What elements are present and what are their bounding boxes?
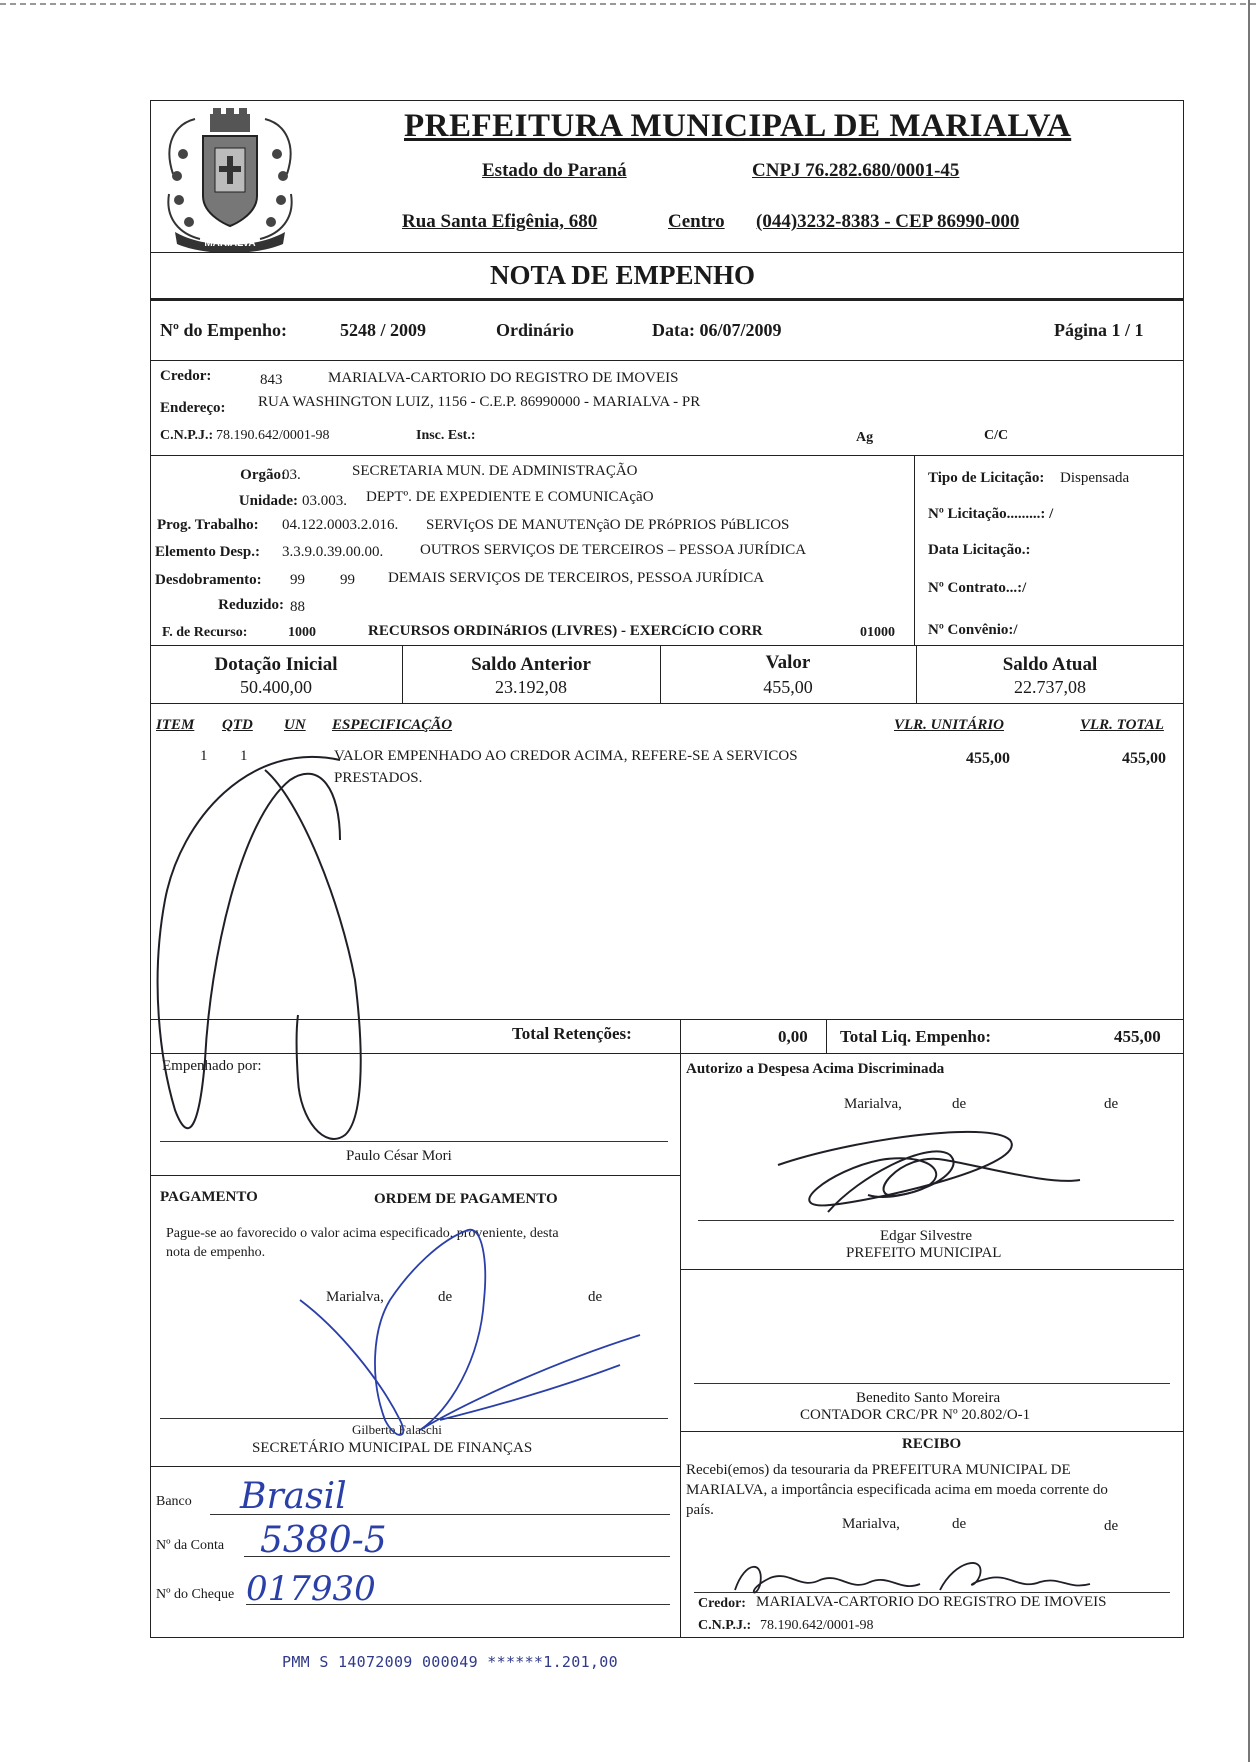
reduzido-label: Reduzido: (218, 597, 284, 613)
header-state: Estado do Paraná (482, 160, 627, 181)
processing-stamp: PMM S 14072009 000049 ******1.201,00 (282, 1653, 618, 1671)
pagamento-de1: de (438, 1289, 453, 1305)
item-number: 1 (200, 748, 208, 764)
crest-banner-text: MARIALVA (204, 238, 256, 249)
elemento-name: OUTROS SERVIÇOS DE TERCEIROS – PESSOA JURÍDICA (420, 542, 807, 558)
divider-totals (150, 1053, 1184, 1054)
municipal-crest (155, 104, 305, 256)
conta-label: Nº da Conta (156, 1538, 225, 1553)
pagamento-text-line2: nota de empenho. (166, 1245, 266, 1260)
totals-divider-2 (826, 1019, 827, 1053)
cheque-line (246, 1604, 670, 1605)
item-total-value: 455,00 (1122, 750, 1166, 767)
credor-insc-label: Insc. Est.: (416, 428, 476, 443)
dotacao-inicial-value: 50.400,00 (240, 677, 312, 697)
divider-title (150, 298, 1184, 301)
ordem-label: ORDEM DE PAGAMENTO (374, 1191, 558, 1207)
prog-label: Prog. Trabalho: (157, 517, 259, 533)
item-qtd: 1 (240, 748, 248, 764)
credor-code: 843 (260, 372, 283, 388)
pagamento-signature-line (160, 1418, 668, 1419)
autorizo-label: Autorizo a Despesa Acima Discriminada (686, 1061, 945, 1077)
header-district: Centro (668, 211, 725, 232)
empenho-type: Ordinário (496, 320, 575, 340)
item-unit-value: 455,00 (966, 750, 1010, 767)
recibo-text-line3: país. (686, 1502, 714, 1518)
divider-header (150, 252, 1184, 253)
divider-classificacao (150, 645, 1184, 646)
desdobramento-label: Desdobramento: (155, 572, 262, 588)
pagamento-city: Marialva, (326, 1289, 384, 1305)
dotacao-inicial-label: Dotação Inicial (214, 654, 338, 675)
recibo-text-line2: MARIALVA, a importância especificada acima em moeda corrente do (686, 1482, 1108, 1498)
autorizo-signature-line (698, 1220, 1174, 1221)
divider-licitacao-vertical (914, 455, 915, 645)
divider-lower-vertical (680, 1053, 681, 1638)
credor-label: Credor: (160, 368, 212, 384)
desdobramento-code2: 99 (340, 572, 355, 588)
header-title: PREFEITURA MUNICIPAL DE MARIALVA (404, 108, 1072, 144)
credor-cnpj: 78.190.642/0001-98 (216, 428, 330, 443)
recibo-text-line1: Recebi(emos) da tesouraria da PREFEITURA MUNICIPAL DE (686, 1462, 1071, 1478)
retencoes-label: Total Retenções: (512, 1024, 632, 1043)
recibo-cnpj-label: C.N.P.J.: (698, 1618, 752, 1633)
pagamento-signer: Gilberto Falaschi (352, 1422, 442, 1437)
banco-label: Banco (156, 1494, 192, 1509)
empenhado-label: Empenhado por: (162, 1058, 262, 1074)
valor-label: Valor (765, 652, 811, 673)
licitacao-tipo-value: Dispensada (1060, 470, 1130, 486)
document-title: NOTA DE EMPENHO (490, 260, 756, 290)
valor-value: 455,00 (763, 677, 813, 697)
header-address: Rua Santa Efigênia, 680 (402, 211, 598, 232)
banco-line (210, 1514, 670, 1515)
unidade-code: 03.003. (302, 493, 347, 509)
licitacao-numero: Nº Licitação.........: / (928, 506, 1054, 522)
saldo-atual-value: 22.737,08 (1014, 677, 1086, 697)
recurso-label: F. de Recurso: (162, 625, 248, 640)
contador-signer: Benedito Santo Moreira (856, 1390, 1001, 1406)
header-cnpj: CNPJ 76.282.680/0001-45 (752, 160, 960, 181)
col-header-qtd: QTD (222, 717, 253, 733)
autorizo-de1: de (952, 1096, 967, 1112)
orgao-label: Orgão: (240, 467, 286, 483)
autorizo-signer: Edgar Silvestre (880, 1228, 973, 1244)
recurso-code2: 01000 (860, 625, 895, 640)
reduzido-value: 88 (290, 599, 305, 615)
pagamento-role: SECRETÁRIO MUNICIPAL DE FINANÇAS (252, 1440, 533, 1456)
recibo-cnpj: 78.190.642/0001-98 (760, 1618, 874, 1633)
col-header-spec: ESPECIFICAÇÃO (332, 717, 453, 733)
recibo-signature-line (694, 1592, 1170, 1593)
conta-line (244, 1556, 670, 1557)
orgao-code: 03. (282, 467, 301, 483)
licitacao-convenio: Nº Convênio:/ (928, 622, 1018, 638)
header-phone-cep: (044)3232-8383 - CEP 86990-000 (756, 211, 1020, 232)
orgao-name: SECRETARIA MUN. DE ADMINISTRAÇÃO (352, 463, 638, 479)
divider-items (150, 1019, 1184, 1020)
cheque-handwritten-value: 017930 (246, 1569, 376, 1609)
desdobramento-code1: 99 (290, 572, 305, 588)
autorizo-de2: de (1104, 1096, 1119, 1112)
credor-cc-label: C/C (984, 428, 1009, 443)
recibo-de2: de (1104, 1518, 1119, 1534)
credor-address-label: Endereço: (160, 400, 226, 416)
empenhado-name: Paulo César Mori (346, 1148, 452, 1164)
page-indicator: Página 1 / 1 (1054, 320, 1144, 340)
recibo-de1: de (952, 1516, 967, 1532)
divider-autorizo (680, 1269, 1184, 1270)
unidade-label: Unidade: (238, 493, 298, 509)
contador-signature-line (694, 1383, 1170, 1384)
credor-cnpj-label: C.N.P.J.: (160, 428, 214, 443)
licitacao-data: Data Licitação.: (928, 542, 1031, 558)
licitacao-tipo-label: Tipo de Licitação: (928, 470, 1045, 486)
pagamento-de2: de (588, 1289, 603, 1305)
item-spec-line1: VALOR EMPENHADO AO CREDOR ACIMA, REFERE-SE A SERVICOS (334, 748, 798, 764)
scan-edge-right (1248, 0, 1250, 1762)
col-header-unit: VLR. UNITÁRIO (894, 717, 1005, 733)
desdobramento-name: DEMAIS SERVIÇOS DE TERCEIROS, PESSOA JURÍDICA (388, 570, 765, 586)
pagamento-text-line1: Pague-se ao favorecido o valor acima especificado, proveniente, desta (166, 1226, 559, 1241)
empenho-date: Data: 06/07/2009 (652, 320, 782, 340)
divider-credor (150, 455, 1184, 456)
saldo-atual-label: Saldo Atual (1002, 654, 1098, 675)
elemento-label: Elemento Desp.: (155, 544, 260, 560)
empenhado-signature-line (160, 1141, 668, 1142)
recibo-title: RECIBO (902, 1436, 962, 1452)
divider-contador (680, 1431, 1184, 1432)
item-spec-line2: PRESTADOS. (334, 770, 423, 786)
saldo-anterior-value: 23.192,08 (495, 677, 567, 697)
retencoes-value: 0,00 (778, 1027, 808, 1046)
divider-empenho (150, 360, 1184, 361)
prog-name: SERVIçOS DE MANUTENçãO DE PRóPRIOS PúBLICOS (426, 517, 790, 533)
col-header-un: UN (284, 717, 306, 733)
col-header-item: ITEM (156, 717, 195, 733)
liquido-label: Total Liq. Empenho: (840, 1027, 991, 1046)
licitacao-contrato: Nº Contrato...:/ (928, 580, 1027, 596)
totals-divider-1 (680, 1019, 681, 1053)
autorizo-city: Marialva, (844, 1096, 902, 1112)
empenho-number: 5248 / 2009 (340, 320, 427, 340)
scan-edge-top (0, 3, 1256, 5)
saldo-anterior-label: Saldo Anterior (471, 654, 591, 675)
recibo-city: Marialva, (842, 1516, 900, 1532)
prog-code: 04.122.0003.2.016. (282, 517, 399, 533)
liquido-value: 455,00 (1114, 1027, 1161, 1046)
credor-address: RUA WASHINGTON LUIZ, 1156 - C.E.P. 86990000 - MARIALVA - PR (258, 394, 701, 410)
elemento-code: 3.3.9.0.39.00.00. (282, 544, 384, 560)
unidade-name: DEPTº. DE EXPEDIENTE E COMUNICAçãO (366, 489, 654, 505)
banco-handwritten-value: Brasil (240, 1476, 347, 1517)
divider-empenhado (150, 1175, 680, 1176)
conta-handwritten-value: 5380-5 (260, 1520, 387, 1561)
recurso-code: 1000 (288, 625, 316, 640)
cheque-label: Nº do Cheque (156, 1587, 235, 1602)
divider-pagamento (150, 1466, 680, 1467)
credor-name: MARIALVA-CARTORIO DO REGISTRO DE IMOVEIS (328, 370, 679, 386)
col-header-total: VLR. TOTAL (1080, 717, 1164, 733)
empenho-number-label: Nº do Empenho: (160, 320, 287, 340)
divider-saldos (150, 703, 1184, 704)
pagamento-label: PAGAMENTO (160, 1189, 258, 1205)
autorizo-role: PREFEITO MUNICIPAL (846, 1245, 1002, 1261)
credor-ag-label: Ag (856, 430, 874, 445)
recibo-credor-label: Credor: (698, 1596, 746, 1611)
contador-role: CONTADOR CRC/PR Nº 20.802/O-1 (800, 1407, 1031, 1423)
recibo-credor-name: MARIALVA-CARTORIO DO REGISTRO DE IMOVEIS (756, 1594, 1107, 1610)
recurso-name: RECURSOS ORDINáRIOS (LIVRES) - EXERCíCIO CORR (368, 623, 763, 639)
